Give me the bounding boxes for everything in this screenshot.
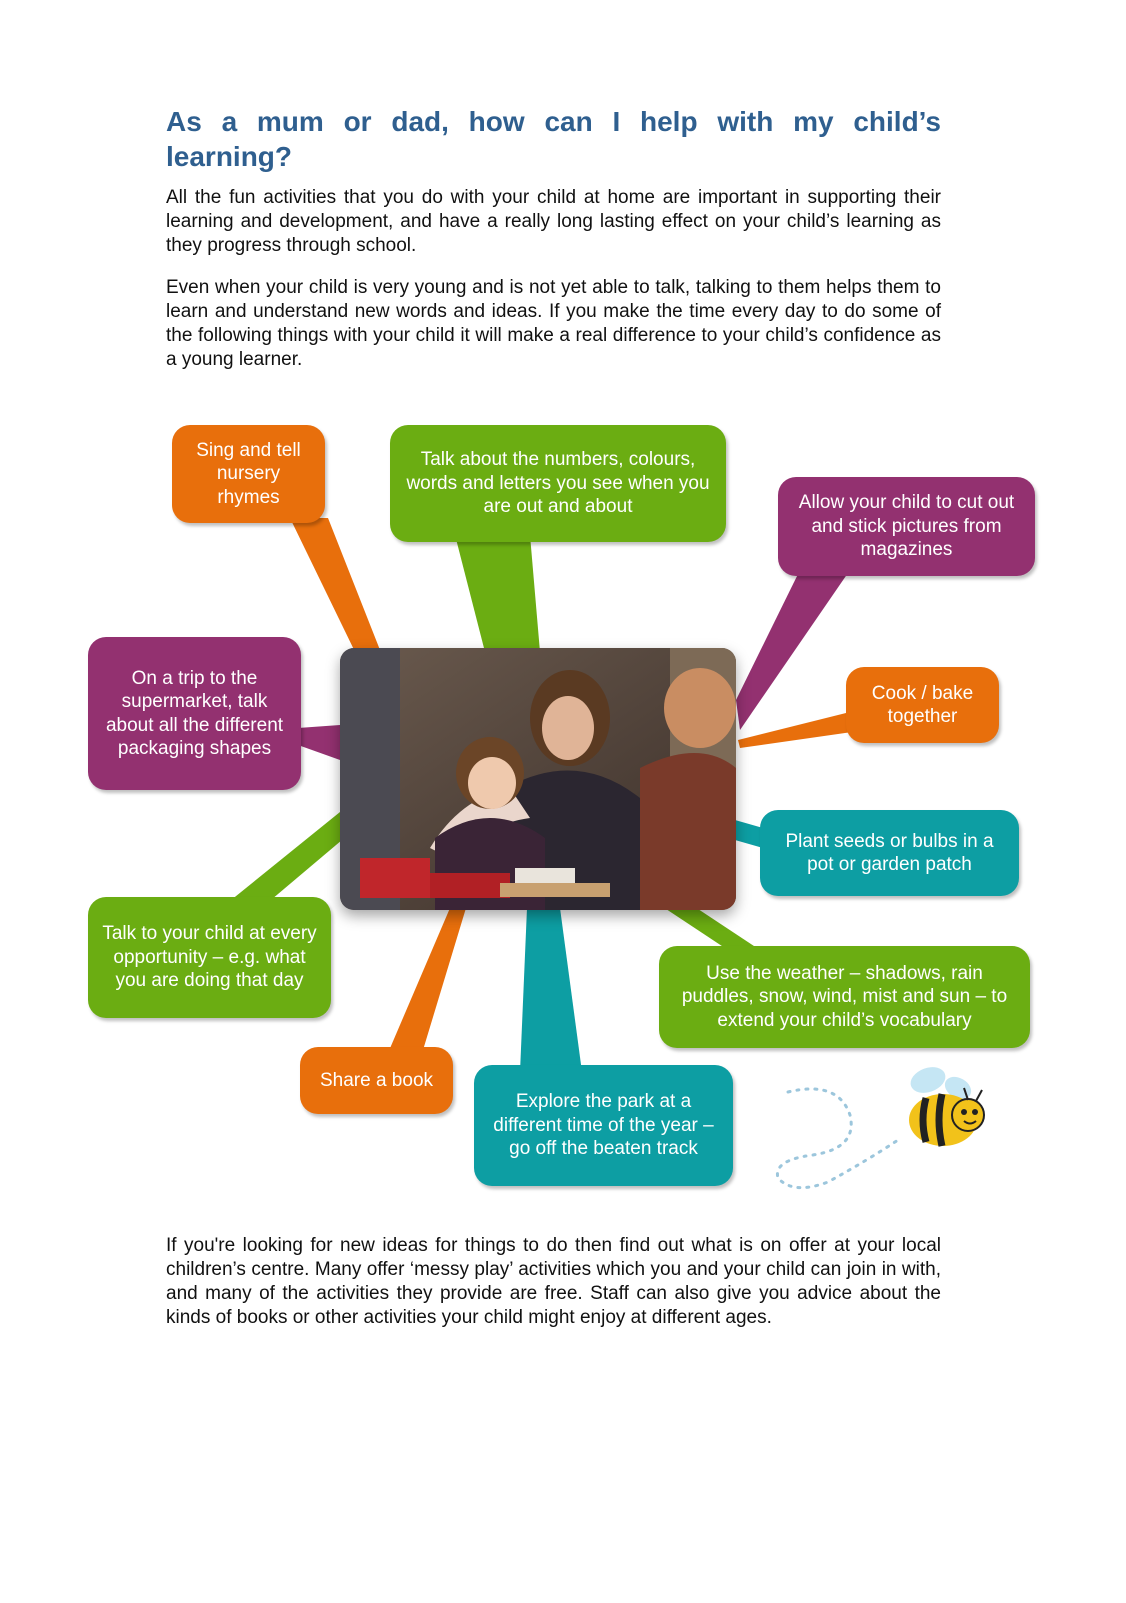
tail-cook [738, 712, 852, 748]
tail-sing [290, 518, 380, 658]
bee-icon [768, 1060, 1008, 1200]
bubble-talk-numbers-text: Talk about the numbers, colours, words and letters you see when you are out and about [406, 449, 710, 518]
bubble-plant-seeds [760, 810, 1019, 896]
tail-supermarket [298, 725, 340, 760]
tail-share-book [385, 908, 466, 1060]
photo-mother-and-children-playing [340, 648, 736, 910]
bubble-cook-bake-text: Cook / bake together [871, 682, 974, 727]
intro-paragraph-1: All the fun activities that you do with your child at home are important in supporting their learning and development, and have a really long lasting effect on your child’s learning as they progress through school. [166, 187, 941, 256]
tail-talk-child [225, 812, 342, 905]
bubble-plant-seeds-text: Plant seeds or bulbs in a pot or garden patch [785, 830, 994, 875]
bubble-explore-park-text: Explore the park at a different time of the year – go off the beaten track [493, 1091, 714, 1160]
bubble-supermarket-text: On a trip to the supermarket, talk about all the different packaging shapes [105, 667, 284, 759]
intro-paragraph-2: Even when your child is very young and is not yet able to talk, talking to them helps them to learn and understand new words and ideas. If you make the time every day to do some of the following things with your child it will make a real difference to your child’s confidence as a young learner. [166, 277, 941, 370]
bubble-cook-bake [846, 667, 999, 743]
page-title: As a mum or dad, how can I help with my child’s learning? [166, 106, 941, 172]
closing-paragraph: If you're looking for new ideas for things to do then find out what is on offer at your local children’s centre. Many offer ‘messy play’ activities which you and your child can join in with, and many of the activities they provide are free. Staff can also give you advice about the kinds of books or other activities your child might enjoy at different ages. [166, 1235, 941, 1328]
bubble-talk-to-child [88, 897, 331, 1018]
tail-talk-numbers [455, 535, 540, 652]
bubble-weather [659, 946, 1030, 1048]
bubble-talk-numbers [390, 425, 726, 542]
bubble-share-book [300, 1047, 453, 1114]
bubble-cut-stick-text: Allow your child to cut out and stick pictures from magazines [798, 492, 1015, 561]
bubble-weather-text: Use the weather – shadows, rain puddles, snow, wind, mist and sun – to extend your child’s vocabulary [681, 962, 1008, 1031]
bubble-sing-rhymes-text: Sing and tell nursery rhymes [196, 439, 301, 508]
bubble-sing-rhymes [172, 425, 325, 523]
photo-illustration [340, 648, 736, 910]
bubble-cut-stick [778, 477, 1035, 576]
bubble-talk-to-child-text: Talk to your child at every opportunity – e.g. what you are doing that day [102, 923, 317, 992]
tail-explore [520, 908, 582, 1072]
bubble-share-book-text: Share a book [319, 1069, 434, 1091]
bubble-explore-park [474, 1065, 733, 1186]
bubble-supermarket [88, 637, 301, 790]
tail-cut-stick [736, 570, 850, 730]
